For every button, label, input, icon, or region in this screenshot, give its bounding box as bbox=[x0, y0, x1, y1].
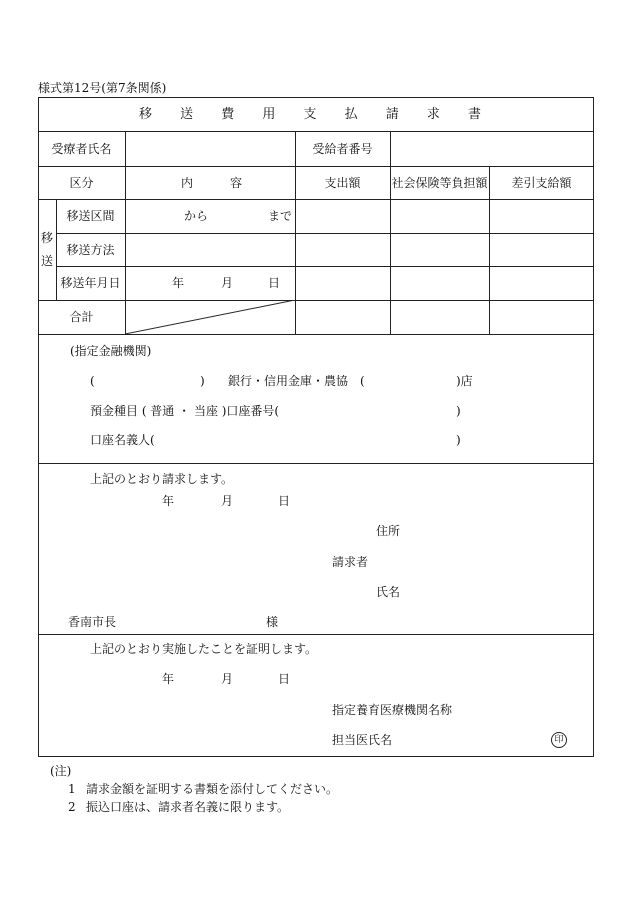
line-section-bottom bbox=[56, 233, 594, 234]
line-date-bottom bbox=[38, 300, 594, 301]
deposit-label: 預金種目 ( 普通 ・ 当座 )口座番号( bbox=[90, 404, 280, 418]
date-day: 日 bbox=[268, 276, 281, 290]
section-label: 移送区間 bbox=[66, 209, 115, 223]
header-category: 区分 bbox=[69, 176, 94, 190]
line-claim-bottom bbox=[38, 634, 594, 635]
address-label: 住所 bbox=[376, 524, 401, 538]
seal-icon: 印 bbox=[551, 732, 567, 748]
note-2-num: 2 bbox=[68, 800, 76, 814]
transport-side-2: 送 bbox=[40, 254, 53, 268]
claim-day: 日 bbox=[278, 494, 291, 508]
bank-open-paren: ( bbox=[90, 374, 95, 388]
form-label: 様式第12号(第7条関係) bbox=[38, 81, 167, 95]
claim-year: 年 bbox=[162, 494, 175, 508]
deposit-close: ) bbox=[456, 404, 461, 418]
patient-name-label: 受療者氏名 bbox=[51, 142, 112, 156]
section-from: から bbox=[184, 209, 209, 223]
vline-payment bbox=[390, 166, 391, 334]
certify-year: 年 bbox=[162, 672, 175, 686]
header-balance: 差引支給額 bbox=[511, 176, 572, 190]
bank-heading: (指定金融機関) bbox=[70, 344, 152, 358]
line-header-bottom bbox=[38, 199, 594, 200]
certify-day: 日 bbox=[278, 672, 291, 686]
doctor-label: 担当医氏名 bbox=[332, 733, 393, 747]
branch-close: )店 bbox=[456, 374, 473, 388]
holder-close: ) bbox=[456, 433, 461, 447]
claim-month: 月 bbox=[221, 494, 234, 508]
section-to: まで bbox=[268, 209, 293, 223]
holder-label: 口座名義人( bbox=[90, 433, 155, 447]
form-frame bbox=[38, 97, 594, 757]
date-month: 月 bbox=[221, 276, 234, 290]
claim-statement: 上記のとおり請求します。 bbox=[90, 472, 234, 486]
total-diagonal bbox=[125, 300, 295, 334]
method-label: 移送方法 bbox=[66, 243, 115, 257]
institution-label: 指定養育医療機関名称 bbox=[332, 703, 453, 717]
line-total-bottom bbox=[38, 334, 594, 335]
vline-recipient-label bbox=[390, 131, 391, 166]
notes-heading: (注) bbox=[50, 764, 72, 778]
transport-side-1: 移 bbox=[40, 231, 53, 245]
branch-open-paren: ( bbox=[360, 374, 365, 388]
note-1-num: 1 bbox=[68, 782, 76, 796]
header-content-left: 内 bbox=[181, 176, 194, 190]
date-label: 移送年月日 bbox=[60, 276, 121, 290]
vline-insurance bbox=[489, 166, 490, 334]
header-content-right: 容 bbox=[230, 176, 243, 190]
line-method-bottom bbox=[56, 266, 594, 267]
bank-types: 銀行・信用金庫・農協 bbox=[228, 374, 349, 388]
certify-month: 月 bbox=[221, 672, 234, 686]
header-payment: 支出額 bbox=[324, 176, 361, 190]
name-label: 氏名 bbox=[376, 585, 401, 599]
line-title-bottom bbox=[38, 131, 594, 132]
mayor-label: 香南市長 bbox=[68, 615, 117, 629]
certify-statement: 上記のとおり実施したことを証明します。 bbox=[90, 642, 318, 656]
recipient-number-label: 受給者番号 bbox=[312, 142, 373, 156]
line-bank-bottom bbox=[38, 463, 594, 464]
form-title: 移 送 費 用 支 払 請 求 書 bbox=[138, 107, 494, 122]
note-1-text: 請求金額を証明する書類を添付してください。 bbox=[86, 782, 339, 796]
claimant-label: 請求者 bbox=[332, 555, 369, 569]
header-insurance: 社会保険等負担額 bbox=[391, 176, 488, 190]
total-label: 合計 bbox=[69, 310, 94, 324]
vline-content bbox=[295, 131, 296, 334]
date-year: 年 bbox=[172, 276, 185, 290]
honorific: 様 bbox=[266, 615, 279, 629]
line-name-bottom bbox=[38, 166, 594, 167]
bank-close-paren: ) bbox=[200, 374, 205, 388]
note-2-text: 振込口座は、請求者名義に限ります。 bbox=[86, 800, 290, 814]
